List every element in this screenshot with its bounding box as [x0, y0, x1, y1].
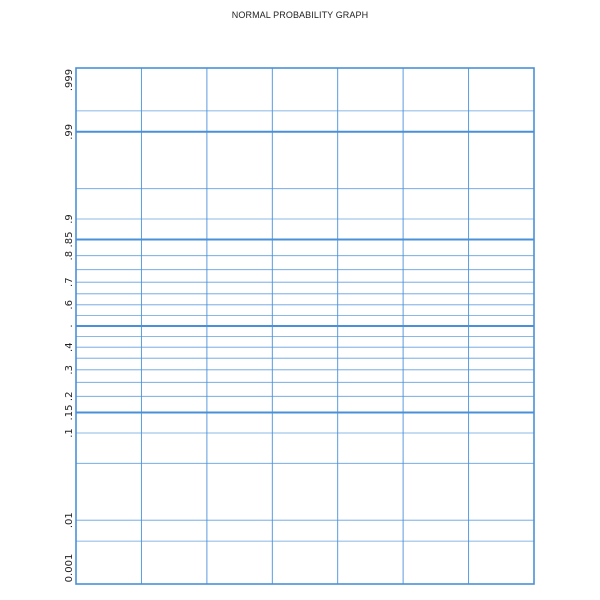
- y-tick-label: .4: [64, 342, 75, 352]
- y-tick-label: .01: [64, 512, 75, 529]
- y-tick-label: .99: [64, 123, 75, 140]
- y-tick-label: .1: [64, 428, 75, 438]
- y-tick-label: .999: [64, 68, 75, 92]
- y-tick-label: .85: [64, 231, 75, 248]
- y-tick-label: .9: [64, 214, 75, 224]
- y-tick-label: 0.001: [64, 553, 75, 583]
- y-tick-label: .15: [64, 404, 75, 421]
- y-tick-label: .2: [64, 391, 75, 402]
- y-tick-label: .8: [64, 250, 75, 261]
- y-tick-label: .3: [64, 365, 75, 375]
- chart-title: NORMAL PROBABILITY GRAPH: [231, 10, 369, 20]
- y-tick-label: .7: [64, 277, 75, 287]
- y-tick-label: .: [64, 324, 75, 328]
- y-tick-label: .6: [64, 300, 75, 310]
